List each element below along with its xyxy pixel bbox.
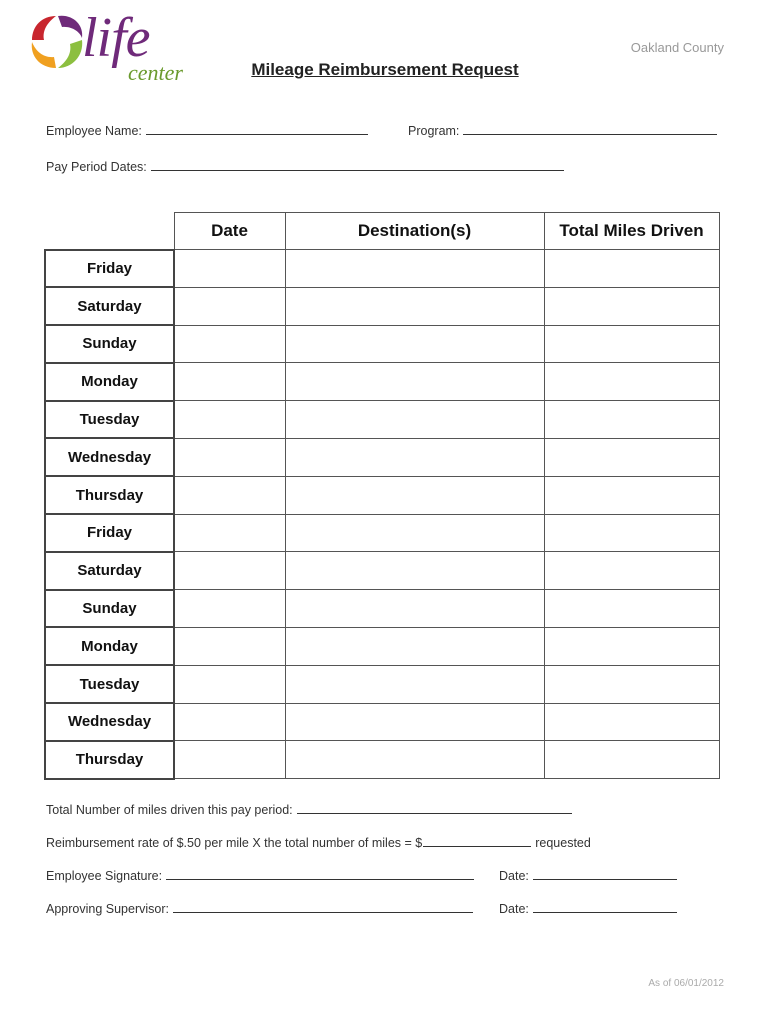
logo-word: life xyxy=(82,7,150,69)
date-cell[interactable] xyxy=(174,627,285,665)
rate-suffix-label: requested xyxy=(535,836,591,850)
destination-cell[interactable] xyxy=(285,665,544,703)
destination-cell[interactable] xyxy=(285,741,544,779)
destination-cell[interactable] xyxy=(285,250,544,288)
day-label: Tuesday xyxy=(45,665,174,703)
rate-prefix-label: Reimbursement rate of $.50 per mile X the total number of miles = $ xyxy=(46,836,423,850)
supervisor-field[interactable] xyxy=(46,900,473,916)
supervisor-label: Approving Supervisor: xyxy=(46,902,169,916)
date-cell[interactable] xyxy=(174,514,285,552)
header-destinations: Destination(s) xyxy=(285,213,544,250)
logo-sub: center xyxy=(128,60,183,85)
day-label: Monday xyxy=(45,363,174,401)
miles-cell[interactable] xyxy=(544,250,719,288)
day-label: Thursday xyxy=(45,741,174,779)
day-label: Sunday xyxy=(45,325,174,363)
table-row xyxy=(45,438,719,476)
destination-cell[interactable] xyxy=(285,627,544,665)
date-cell[interactable] xyxy=(174,703,285,741)
day-label: Sunday xyxy=(45,590,174,628)
table-row xyxy=(45,552,719,590)
date-cell[interactable] xyxy=(174,476,285,514)
employee-signature-field[interactable] xyxy=(46,867,474,883)
table-row xyxy=(45,325,719,363)
destination-cell[interactable] xyxy=(285,287,544,325)
pay-period-field[interactable] xyxy=(46,158,564,174)
miles-cell[interactable] xyxy=(544,325,719,363)
miles-cell[interactable] xyxy=(544,401,719,439)
supervisor-date-label: Date: xyxy=(499,902,529,916)
employee-name-field[interactable] xyxy=(46,122,368,138)
date-cell[interactable] xyxy=(174,438,285,476)
header-date: Date xyxy=(174,213,285,250)
day-label: Wednesday xyxy=(45,438,174,476)
program-label: Program: xyxy=(408,124,460,138)
date-cell[interactable] xyxy=(174,401,285,439)
table-row xyxy=(45,665,719,703)
as-of-date: As of 06/01/2012 xyxy=(648,978,724,989)
day-label: Saturday xyxy=(45,287,174,325)
date-cell[interactable] xyxy=(174,287,285,325)
table-row xyxy=(45,514,719,552)
miles-cell[interactable] xyxy=(544,552,719,590)
reimbursement-field[interactable] xyxy=(46,834,591,850)
miles-cell[interactable] xyxy=(544,741,719,779)
miles-cell[interactable] xyxy=(544,438,719,476)
destination-cell[interactable] xyxy=(285,401,544,439)
day-label: Thursday xyxy=(45,476,174,514)
destination-cell[interactable] xyxy=(285,703,544,741)
date-cell[interactable] xyxy=(174,363,285,401)
day-label: Wednesday xyxy=(45,703,174,741)
day-label: Friday xyxy=(45,514,174,552)
destination-cell[interactable] xyxy=(285,325,544,363)
table-row xyxy=(45,741,719,779)
table-row xyxy=(45,703,719,741)
destination-cell[interactable] xyxy=(285,363,544,401)
county-label: Oakland County xyxy=(630,40,724,55)
mileage-table xyxy=(44,212,720,780)
miles-cell[interactable] xyxy=(544,665,719,703)
employee-signature-label: Employee Signature: xyxy=(46,869,163,883)
total-miles-field[interactable] xyxy=(46,801,572,817)
miles-cell[interactable] xyxy=(544,590,719,628)
employee-name-label: Employee Name: xyxy=(46,124,142,138)
table-row xyxy=(45,401,719,439)
miles-cell[interactable] xyxy=(544,476,719,514)
date-cell[interactable] xyxy=(174,665,285,703)
miles-cell[interactable] xyxy=(544,363,719,401)
day-label: Friday xyxy=(45,250,174,288)
corner-cell xyxy=(45,213,174,250)
table-row xyxy=(45,287,719,325)
day-label: Monday xyxy=(45,627,174,665)
miles-cell[interactable] xyxy=(544,703,719,741)
destination-cell[interactable] xyxy=(285,552,544,590)
destination-cell[interactable] xyxy=(285,476,544,514)
pay-period-label: Pay Period Dates: xyxy=(46,160,147,174)
page-title: Mileage Reimbursement Request xyxy=(251,60,519,79)
date-cell[interactable] xyxy=(174,552,285,590)
miles-cell[interactable] xyxy=(544,287,719,325)
table-row xyxy=(45,250,719,288)
table-row xyxy=(45,627,719,665)
destination-cell[interactable] xyxy=(285,514,544,552)
employee-date-field[interactable] xyxy=(499,867,677,883)
table-row xyxy=(45,476,719,514)
header-total-miles: Total Miles Driven xyxy=(544,213,719,250)
date-cell[interactable] xyxy=(174,250,285,288)
destination-cell[interactable] xyxy=(285,438,544,476)
day-label: Saturday xyxy=(45,552,174,590)
supervisor-date-field[interactable] xyxy=(499,900,677,916)
employee-date-label: Date: xyxy=(499,869,529,883)
destination-cell[interactable] xyxy=(285,590,544,628)
day-label: Tuesday xyxy=(45,401,174,439)
date-cell[interactable] xyxy=(174,741,285,779)
miles-cell[interactable] xyxy=(544,514,719,552)
total-miles-label: Total Number of miles driven this pay period: xyxy=(46,803,293,817)
program-field[interactable] xyxy=(408,122,717,138)
table-row xyxy=(45,363,719,401)
table-header-row xyxy=(45,213,719,250)
table-row xyxy=(45,590,719,628)
miles-cell[interactable] xyxy=(544,627,719,665)
date-cell[interactable] xyxy=(174,325,285,363)
date-cell[interactable] xyxy=(174,590,285,628)
